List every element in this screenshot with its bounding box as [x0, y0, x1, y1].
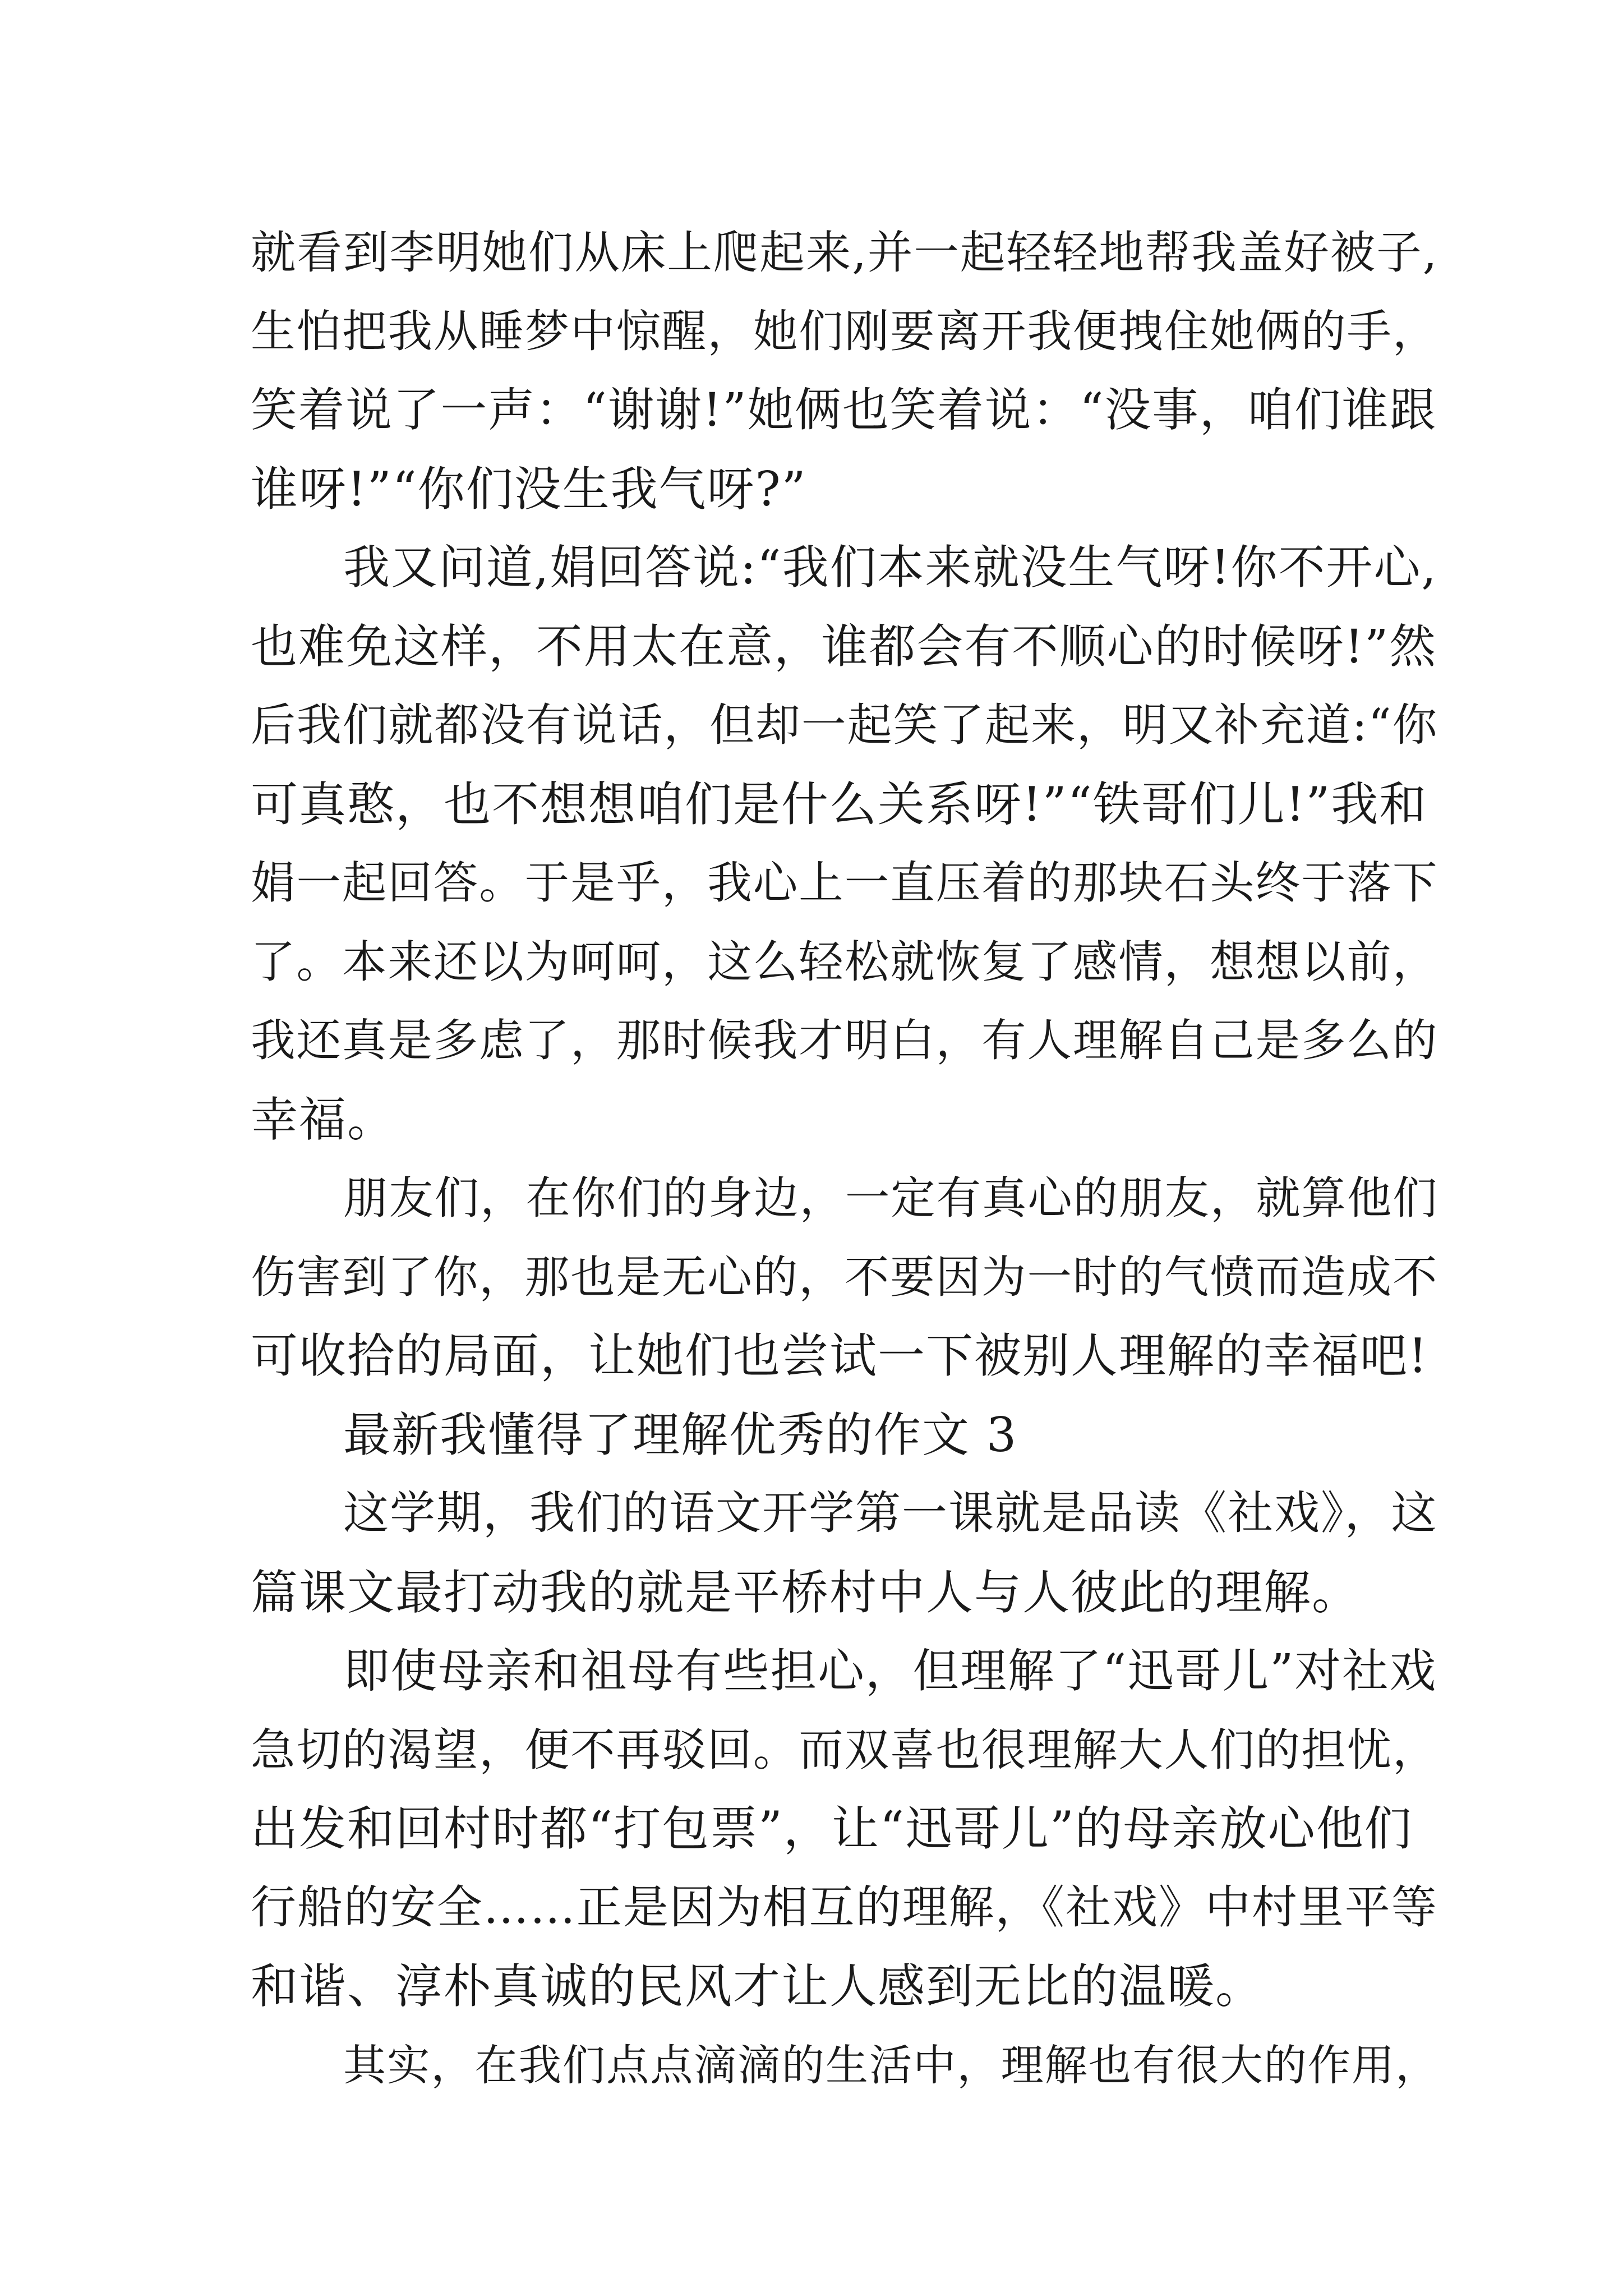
text-line-11: 我还真是多虑了，那时候我才明白，有人理解自己是多么的: [251, 1014, 1438, 1066]
text-line-24: 其实，在我们点点滴滴的生活中，理解也有很大的作用，: [343, 2040, 1440, 2090]
text-line-3: 笑着说了一声：“谢谢!”她俩也笑着说：“没事，咱们谁跟: [251, 383, 1437, 437]
text-line-6: 也难免这样，不用太在意，谁都会有不顺心的时候呀!”然: [251, 619, 1437, 674]
text-line-9: 娟一起回答。于是乎，我心上一直压着的那块石头终于落下: [251, 857, 1438, 909]
text-line-15: 可收拾的局面，让她们也尝试一下被别人理解的幸福吧!: [251, 1328, 1428, 1383]
section-heading: 最新我懂得了理解优秀的作文 3: [343, 1407, 1018, 1462]
essay-body: [251, 213, 1440, 2105]
text-line-22: 行船的安全……正是因为相互的理解，《社戏》中村里平等: [251, 1881, 1438, 1934]
text-line-20: 急切的渴望，便不再驳回。而双喜也很理解大人们的担忧，: [251, 1723, 1438, 1776]
text-line-8: 可真憨，也不想想咱们是什么关系呀!”“铁哥们儿!”我和: [251, 776, 1428, 832]
text-line-13: 朋友们，在你们的身边，一定有真心的朋友，就算他们: [343, 1172, 1438, 1224]
text-line-19: 即使母亲和祖母有些担心，但理解了“迅哥儿”对社戏: [343, 1644, 1437, 1698]
text-line-14: 伤害到了你，那也是无心的，不要因为一时的气愤而造成不: [251, 1250, 1438, 1303]
text-line-23: 和谐、淳朴真诚的民风才让人感到无比的温暖。: [251, 1959, 1264, 2014]
text-line-17: 这学期，我们的语文开学第一课就是品读《社戏》，这: [343, 1487, 1438, 1540]
text-line-12: 幸福。: [251, 1092, 396, 1147]
text-line-5: 我又问道,娟回答说:“我们本来就没生气呀!你不开心,: [343, 540, 1437, 595]
text-line-7: 后我们就都没有说话，但却一起笑了起来，明又补充道:“你: [251, 699, 1438, 751]
text-line-10: 了。本来还以为呵呵，这么轻松就恢复了感情，想想以前，: [251, 935, 1438, 988]
text-line-2: 生怕把我从睡梦中惊醒，她们刚要离开我便拽住她俩的手，: [251, 305, 1438, 357]
text-line-1: 就看到李明她们从床上爬起来,并一起轻轻地帮我盖好被子,: [251, 226, 1438, 279]
text-line-4: 谁呀!”“你们没生我气呀?”: [251, 461, 807, 517]
text-line-18: 篇课文最打动我的就是平桥村中人与人彼此的理解。: [251, 1565, 1361, 1620]
text-line-21: 出发和回村时都“打包票”，让“迅哥儿”的母亲放心他们: [251, 1801, 1413, 1856]
